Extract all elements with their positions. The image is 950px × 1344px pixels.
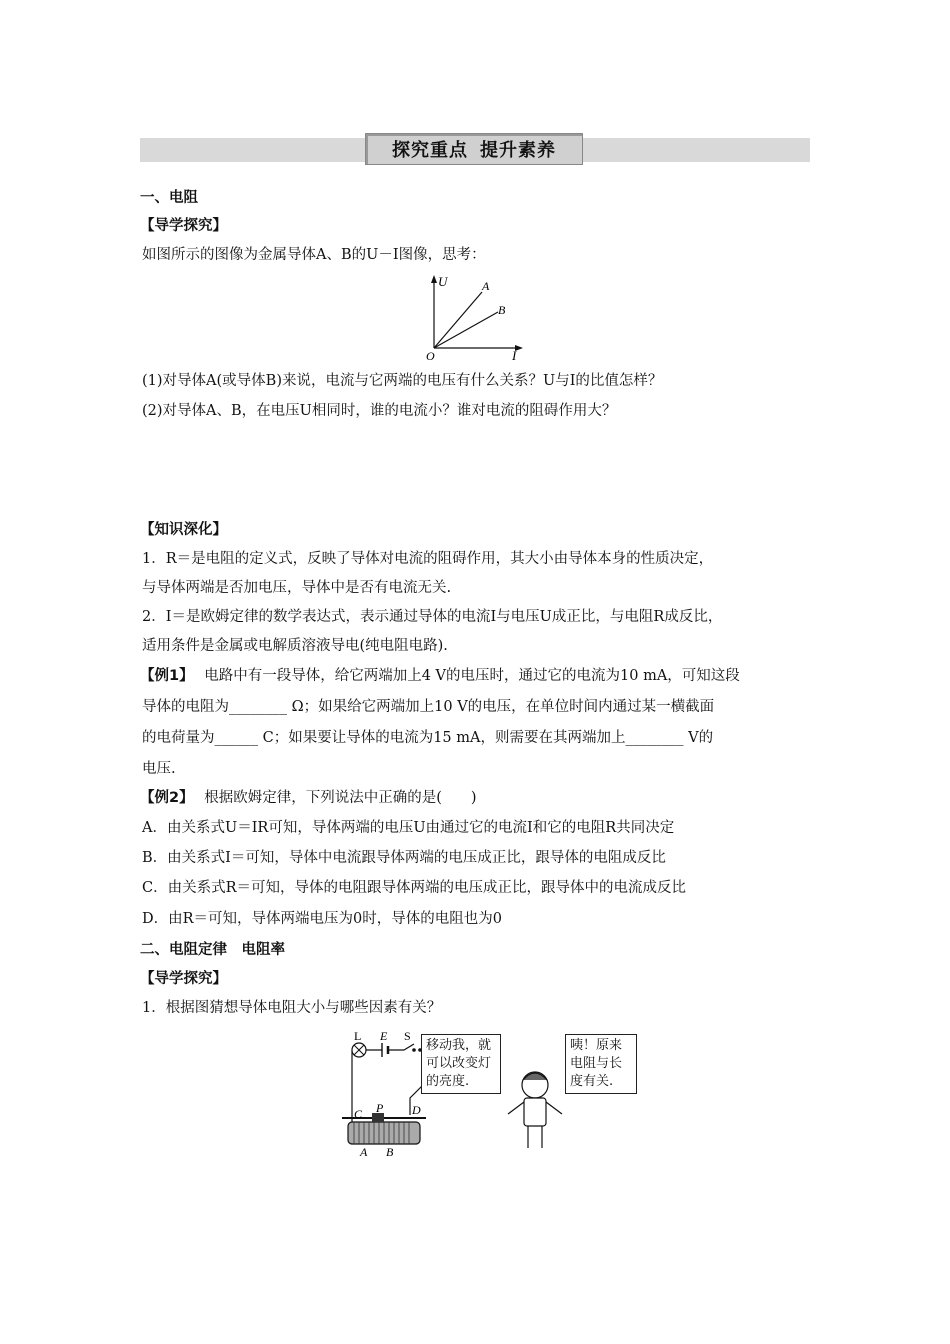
example-2-text: 根据欧姆定律，下列说法中正确的是( ) bbox=[204, 790, 477, 806]
line-a bbox=[434, 292, 482, 348]
section-banner-title bbox=[365, 133, 583, 165]
knowledge-2a: 2．I＝是欧姆定律的数学表达式，表示通过导体的电流I与电压U成正比，与电阻R成反比， bbox=[142, 609, 723, 625]
example-1-label: 【例1】 bbox=[140, 668, 194, 684]
example-2-label: 【例2】 bbox=[140, 790, 194, 806]
origin-label: O bbox=[426, 349, 435, 362]
label-d: D bbox=[412, 1103, 421, 1117]
ui-graph bbox=[420, 272, 530, 362]
example-1-text: 电路中有一段导体，给它两端加上4 V的电压时，通过它的电流为10 mA，可知这段 bbox=[204, 668, 740, 684]
label-l: L bbox=[354, 1030, 362, 1043]
line-b bbox=[434, 312, 498, 348]
label-b: B bbox=[386, 1145, 394, 1159]
option-a: A．由关系式U＝IR可知，导体两端的电压U由通过它的电流I和它的电阻R共同决定 bbox=[142, 820, 675, 836]
question-2: (2)对导体A、B，在电压U相同时，谁的电流小？谁对电流的阻碍作用大？ bbox=[142, 403, 617, 419]
section1-title: 一、电阻 bbox=[140, 190, 198, 206]
question-1: (1)对导体A(或导体B)来说，电流与它两端的电压有什么关系？U与I的比值怎样？ bbox=[142, 373, 663, 389]
option-d: D．由R＝可知，导体两端电压为0时，导体的电阻也为0 bbox=[142, 911, 502, 927]
label-s: S bbox=[404, 1030, 411, 1043]
banner-part2: 提升素养 bbox=[480, 140, 556, 161]
switch-icon bbox=[412, 1048, 416, 1052]
line-b-label: B bbox=[498, 303, 506, 317]
section2-title: 二、电阻定律 电阻率 bbox=[140, 942, 285, 958]
section2-question-1: 1．根据图猜想导体电阻大小与哪些因素有关？ bbox=[142, 1000, 442, 1016]
label-c: C bbox=[354, 1107, 363, 1121]
example-1-line-d: 电压. bbox=[142, 761, 176, 777]
intro-text: 如图所示的图像为金属导体A、B的U－I图像，思考： bbox=[142, 247, 486, 263]
example-2-line bbox=[140, 788, 477, 808]
speech-bubble-right: 咦！原来 电阻与长 度有关. bbox=[565, 1034, 637, 1094]
knowledge-1a: 1．R＝是电阻的定义式，反映了导体对电流的阻碍作用，其大小由导体本身的性质决定， bbox=[142, 551, 714, 567]
deepen-label: 【知识深化】 bbox=[140, 522, 227, 538]
section2-guide-label: 【导学探究】 bbox=[140, 971, 227, 987]
knowledge-2b: 适用条件是金属或电解质溶液导电(纯电阻电路). bbox=[142, 638, 448, 654]
line-a-label: A bbox=[482, 279, 490, 293]
speech-bubble-left: 移动我，就 可以改变灯 的亮度. bbox=[421, 1034, 501, 1094]
y-axis-label: U bbox=[438, 274, 448, 289]
example-1-line bbox=[140, 666, 740, 686]
guide-label: 【导学探究】 bbox=[140, 218, 227, 234]
label-e: E bbox=[380, 1030, 388, 1043]
option-c: C．由关系式R＝可知，导体的电阻跟导体两端的电压成正比，跟导体中的电流成反比 bbox=[142, 880, 687, 896]
x-axis-label: I bbox=[512, 348, 517, 362]
banner-part1: 探究重点 bbox=[392, 140, 468, 161]
knowledge-1b: 与导体两端是否加电压，导体中是否有电流无关. bbox=[142, 580, 452, 596]
label-p: P bbox=[376, 1101, 384, 1115]
option-b: B．由关系式I＝可知，导体中电流跟导体两端的电压成正比，跟导体的电阻成反比 bbox=[142, 850, 666, 866]
boy-figure bbox=[508, 1072, 562, 1148]
example-1-line-c: 的电荷量为______ C；如果要让导体的电流为15 mA，则需要在其两端加上________ V的 bbox=[142, 730, 714, 746]
label-a: A bbox=[360, 1145, 368, 1159]
example-1-line-b: 导体的电阻为________ Ω；如果给它两端加上10 V的电压，在单位时间内通过某一横截面 bbox=[142, 699, 715, 715]
